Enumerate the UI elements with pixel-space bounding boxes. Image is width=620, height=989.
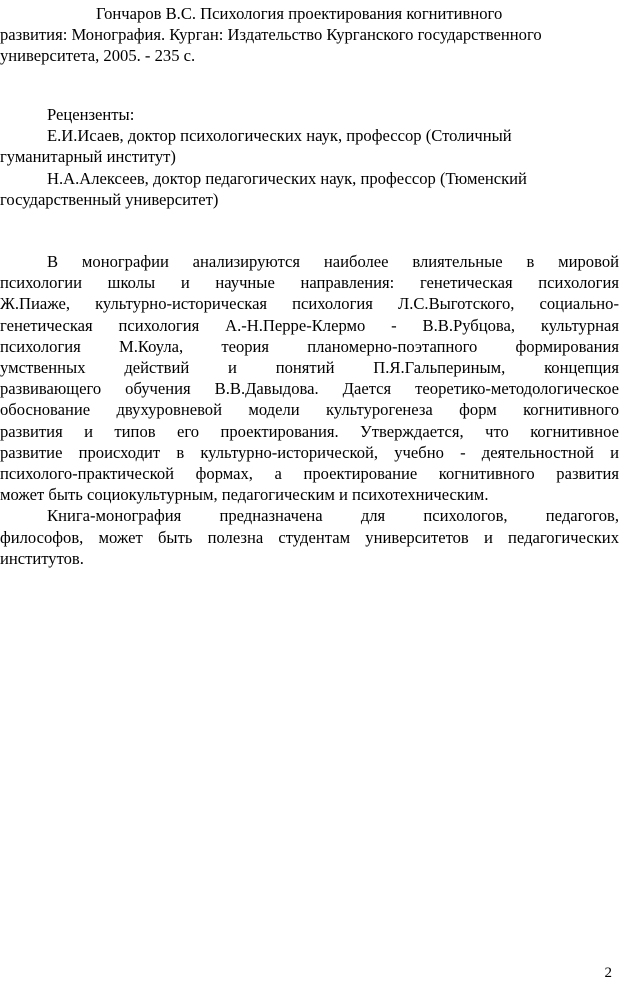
- bibliography-line: развития: Монография. Курган: Издательство Курганского государственного: [0, 25, 542, 45]
- abstract-line: генетическая психология А.-Н.Перре-Клермо - В.В.Рубцова, культурная: [0, 315, 619, 335]
- abstract-line: психология М.Коула, теория планомерно-поэтапного формирования: [0, 336, 619, 356]
- reviewers-section: [0, 104, 619, 210]
- reviewers-heading: Рецензенты:: [47, 105, 135, 124]
- bibliographic-reference: [0, 3, 619, 67]
- abstract-line: психологии школы и научные направления: генетическая психология: [0, 273, 619, 293]
- abstract-paragraph: [0, 505, 619, 569]
- abstract-section: [0, 251, 619, 569]
- reviewer-line: Н.А.Алексеев, доктор педагогических наук, профессор (Тюменский: [47, 168, 527, 188]
- abstract-line: обоснование двухуровневой модели культурогенеза форм когнитивного: [0, 400, 619, 420]
- reviewer-line: гуманитарный институт): [0, 147, 176, 167]
- bibliography-line: университета, 2005. - 235 с.: [0, 46, 196, 66]
- abstract-line: психолого-практической формах, а проектирование когнитивного развития: [0, 464, 619, 484]
- abstract-paragraph: [0, 251, 619, 505]
- abstract-line: Ж.Пиаже, культурно-историческая психология Л.С.Выготского, социально-: [0, 294, 619, 314]
- abstract-line: философов, может быть полезна студентам университетов и педагогических: [0, 527, 619, 547]
- abstract-line: институтов.: [0, 548, 84, 568]
- abstract-line: может быть социокультурным, педагогическим и психотехническим.: [0, 485, 489, 505]
- abstract-line: развитие происходит в культурно-исторической, учебно - деятельностной и: [0, 442, 619, 462]
- abstract-line: развивающего обучения В.В.Давыдова. Дается теоретико-методологическое: [0, 379, 619, 399]
- page-number: 2: [604, 965, 612, 981]
- abstract-line: развития и типов его проектирования. Утверждается, что когнитивное: [0, 421, 619, 441]
- abstract-line: умственных действий и понятий П.Я.Гальпериным, концепция: [0, 358, 619, 378]
- reviewer-line: Е.И.Исаев, доктор психологических наук, профессор (Столичный: [47, 126, 512, 146]
- bibliography-line: Гончаров В.С. Психология проектирования когнитивного: [96, 4, 503, 23]
- abstract-line: Книга-монография предназначена для психологов, педагогов,: [47, 506, 619, 526]
- abstract-line: В монографии анализируются наиболее влиятельные в мировой: [47, 252, 619, 271]
- reviewer-line: государственный университет): [0, 189, 219, 209]
